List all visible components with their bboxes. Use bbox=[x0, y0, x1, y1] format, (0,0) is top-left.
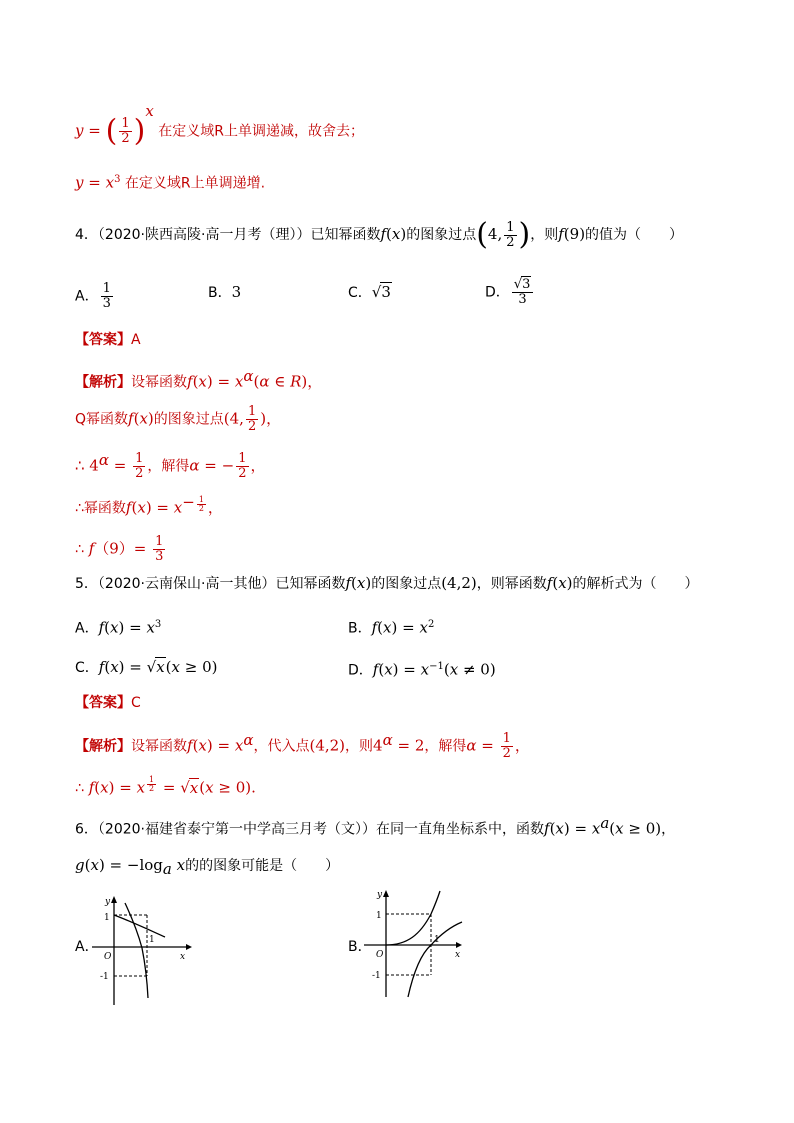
q5-option-d: D．$f(x) = x^{-1}(x \ne 0)$ bbox=[348, 660, 496, 679]
q5-analysis-2-prefix: ∴ bbox=[75, 780, 84, 797]
q4-analysis-2-mid: 的图象过点 bbox=[153, 411, 224, 428]
q5-option-b-label: B． bbox=[348, 620, 372, 637]
q5-answer-tag: 【答案】 bbox=[75, 695, 131, 711]
q5-number: 5． bbox=[75, 576, 98, 592]
graph-b-curve-2 bbox=[408, 922, 462, 997]
graph-a-origin: O bbox=[104, 952, 112, 962]
q4-analysis-5-prefix: ∴ bbox=[75, 541, 84, 558]
q4-analysis-3-mid: ，解得 bbox=[147, 458, 190, 475]
q6-stem-line-2: $g(x) = -\log_a$ x的的图象可能是（ ） bbox=[75, 856, 340, 878]
graph-b-tick-neg1: -1 bbox=[372, 971, 381, 981]
graph-b-y-label: y bbox=[377, 890, 383, 900]
q4-analysis-tag: 【解析】 bbox=[75, 374, 131, 391]
q5-analysis-1d: ，解得 bbox=[424, 738, 467, 755]
q4-option-a-label: A． bbox=[75, 288, 99, 305]
q6-option-b-graph bbox=[362, 885, 472, 1000]
q6-stem-b: ， bbox=[661, 821, 676, 838]
q4-stem-a: 已知幂函数 bbox=[310, 227, 381, 243]
graph-a-x-arrow bbox=[186, 944, 192, 950]
q4-stem: 4．（2020·陕西高陵·高一月考（理））已知幂函数f(x)的图象过点(4, $\frac{1}{2}$ )，则f(9)的值为（ ） bbox=[75, 217, 684, 252]
graph-b-tick-1-x: 1 bbox=[434, 935, 440, 945]
q5-source: （2020·云南保山·高一其他） bbox=[97, 576, 276, 592]
q5-option-a-label: A． bbox=[75, 620, 99, 637]
intro-line-2: $y = x^3$ 在定义域R上单调递增. bbox=[75, 173, 266, 192]
graph-b-y-arrow bbox=[383, 890, 389, 897]
graph-a-curve-2 bbox=[125, 903, 148, 998]
q4-option-c-label: C． bbox=[348, 285, 372, 301]
graph-a-x-label: x bbox=[180, 952, 186, 962]
q4-analysis-2: Q幂函数f(x)的图象过点(4, $\frac{1}{2}$ )， bbox=[75, 404, 282, 434]
q4-option-b-label: B． bbox=[208, 285, 232, 301]
graph-b-origin: O bbox=[376, 950, 384, 960]
graph-a-tick-neg1: -1 bbox=[100, 972, 109, 982]
graph-b-x-label: x bbox=[455, 950, 461, 960]
q6-stem-a: 在同一直角坐标系中，函数 bbox=[376, 821, 544, 838]
q4-answer bbox=[75, 330, 141, 350]
graph-a-curve-1 bbox=[114, 915, 165, 937]
q5-analysis-tag: 【解析】 bbox=[75, 738, 131, 755]
q6-option-a-graph bbox=[90, 893, 200, 1008]
graph-a-y-label: y bbox=[105, 897, 111, 907]
q4-option-b-value: 3 bbox=[231, 283, 242, 301]
q4-answer-value: A bbox=[131, 332, 141, 348]
q5-analysis-1-text: 设幂函数 bbox=[131, 738, 187, 755]
q6-number: 6． bbox=[75, 821, 98, 838]
q6-option-a-label-text: A． bbox=[75, 939, 99, 955]
graph-b-curve-1 bbox=[386, 891, 440, 945]
q4-option-d: D． $\frac{√3}{3}$ bbox=[485, 278, 535, 307]
q6-option-b-label-text: B． bbox=[348, 939, 372, 955]
intro-text-2: 在定义域R上单调递增. bbox=[124, 175, 266, 192]
q5-option-c-label: C． bbox=[75, 660, 99, 676]
q4-analysis-4-prefix: ∴幂函数 bbox=[75, 500, 126, 517]
q4-option-d-label: D． bbox=[485, 284, 510, 301]
q5-answer bbox=[75, 693, 141, 713]
graph-b-x-arrow bbox=[456, 942, 462, 948]
q4-stem-d: 的值为（ ） bbox=[585, 227, 684, 243]
q4-analysis-2-prefix: Q幂函数 bbox=[75, 411, 129, 428]
q5-option-a: A．$f(x) = x^3$ bbox=[75, 618, 162, 637]
q5-analysis-2: ∴ f(x) = x $^{\frac{1}{2}}$ = √x(x ≥ 0). bbox=[75, 775, 256, 797]
q4-option-b bbox=[208, 282, 241, 303]
intro-text-1: 在定义域R上单调递减，故舍去； bbox=[158, 123, 364, 140]
graph-a-y-arrow bbox=[111, 896, 117, 903]
graph-b-tick-1-y: 1 bbox=[376, 911, 382, 921]
q4-stem-c: ，则 bbox=[530, 227, 559, 243]
q4-analysis-1-text: 设幂函数 bbox=[131, 374, 187, 391]
q4-number: 4． bbox=[75, 227, 98, 243]
q5-analysis-1: 【解析】设幂函数$f(x) = x^\alpha$，代入点(4,2)，则$4^\alpha = 2$，解得α = $\frac{1}{2}$ ， bbox=[75, 731, 530, 762]
q5-stem-b: 的图象过点 bbox=[371, 576, 442, 592]
q5-answer-value: C bbox=[131, 695, 141, 711]
q6-stem-c: 的的图象可能是（ ） bbox=[185, 858, 340, 874]
q4-option-c: C．√3 bbox=[348, 283, 391, 301]
q5-option-c: C．f(x) = √x(x ≥ 0) bbox=[75, 658, 218, 676]
graph-a-tick-1-y: 1 bbox=[104, 913, 110, 923]
q4-analysis-5: ∴ f（9）= $\frac{1}{3}$ bbox=[75, 534, 164, 564]
graph-a-tick-1-x: 1 bbox=[149, 935, 155, 945]
q4-source: （2020·陕西高陵·高一月考（理）） bbox=[97, 227, 311, 243]
q6-source: （2020·福建省泰宁第一中学高三月考（文）） bbox=[97, 821, 376, 838]
q4-stem-b: 的图象过点 bbox=[406, 227, 477, 243]
q5-analysis-1b: ，代入点 bbox=[253, 738, 310, 755]
q5-stem-c: ，则幂函数 bbox=[476, 576, 547, 592]
q5-stem-d: 的解析式为（ ） bbox=[572, 576, 699, 592]
q5-stem: 5．（2020·云南保山·高一其他）已知幂函数f(x)的图象过点(4,2)，则幂函数f(x)的解析式为（ ） bbox=[75, 574, 699, 592]
q4-answer-tag: 【答案】 bbox=[75, 332, 131, 348]
q6-stem-line-1: 6．（2020·福建省泰宁第一中学高三月考（文））在同一直角坐标系中，函数$f(x) = x^a(x \ge 0)$， bbox=[75, 814, 676, 838]
q5-option-b: B．$f(x) = x^2$ bbox=[348, 618, 435, 637]
q4-analysis-1: 【解析】设幂函数$f(x) = x^\alpha(\alpha$ ∈ R)， bbox=[75, 367, 323, 391]
q5-stem-a: 已知幂函数 bbox=[275, 576, 346, 592]
q5-option-d-label: D． bbox=[348, 662, 373, 679]
intro-line-1: y = ( $\frac{1}{2}$ )$^x$ 在定义域R上单调递减，故舍去； bbox=[75, 102, 364, 149]
q4-analysis-3: ∴ $4^\alpha$ = $\frac{1}{2}$ ，解得α = − $\frac{1}{2}$ ， bbox=[75, 451, 266, 482]
q5-analysis-1c: ，则 bbox=[345, 738, 374, 755]
q4-option-a: A． $\frac{1}{3}$ bbox=[75, 281, 111, 311]
q4-analysis-4: ∴幂函数$f(x) = x^{- \frac{1}{2}}$ ， bbox=[75, 493, 223, 517]
